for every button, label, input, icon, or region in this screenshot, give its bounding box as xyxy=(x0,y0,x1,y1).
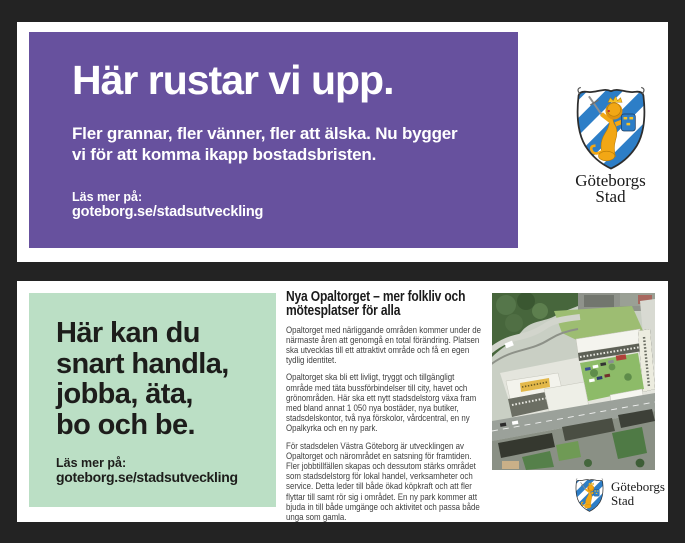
logo-wordmark-line: Stad xyxy=(611,492,635,508)
logo-wordmark-line: Göteborgs xyxy=(611,479,665,494)
bottom-banner-headline xyxy=(56,318,229,440)
headline-line: jobba, äta, xyxy=(56,378,193,410)
top-banner-card xyxy=(17,22,668,262)
aerial-rendering-image xyxy=(492,293,655,470)
logo-wordmark-line: Göteborgs xyxy=(575,171,646,190)
logo-wordmark-line: Stad xyxy=(595,186,626,206)
headline-line: bo och be. xyxy=(56,408,196,441)
bottom-banner-panel xyxy=(29,293,276,507)
top-banner-title: Här rustar vi upp. xyxy=(72,57,394,103)
bottom-read-more xyxy=(56,456,238,485)
read-more-label: Läs mer på: xyxy=(56,456,127,470)
article-paragraph: Opaltorget ska bli ett livligt, tryggt och tillgängligt område med täta bussförbindelser till city, havet och grönområden. Här ska ett nytt stadsdelstorg växa fram med bland annat 1 050 nya bostäder, nya butiker, stadsdelskontor, två nya förskolor, vårdcentral, en ny Opalkyrka och en ny park. xyxy=(286,372,477,435)
article-column xyxy=(286,291,482,530)
top-banner-subtitle xyxy=(72,124,457,165)
goteborg-coat-of-arms-icon xyxy=(573,86,649,170)
read-more-url: goteborg.se/stadsutveckling xyxy=(72,204,264,220)
bottom-banner-card xyxy=(17,281,668,522)
headline-line: snart handla, xyxy=(56,347,229,380)
subtitle-line: Fler grannar, fler vänner, fler att älska. Nu bygger xyxy=(72,124,458,143)
goteborgs-stad-logo-vertical xyxy=(553,86,668,204)
goteborg-coat-of-arms-icon xyxy=(574,478,605,512)
opaltorget-aerial-rendering xyxy=(492,293,655,470)
read-more-url: goteborg.se/stadsutveckling xyxy=(56,469,238,485)
top-read-more xyxy=(72,190,263,220)
logo-wordmark xyxy=(611,480,665,507)
read-more-label: Läs mer på: xyxy=(72,190,143,204)
headline-line: Här kan du xyxy=(56,317,200,349)
logo-wordmark xyxy=(553,173,668,204)
article-heading: Nya Opaltorget – mer folkliv och mötesplatser för alla xyxy=(286,289,466,319)
article-paragraph: För stadsdelen Västra Göteborg är utvecklingen av Opaltorget och närområdet en satsning för framtiden. Fler jobbtillfällen skapas och dessutom stärks området som stadsdelstorg för lokal handel, verksamheter och service. Detta leder till både ökad köpkraft och att fler flyttar till samt rör sig i området. En ny park kommer att bjuda in till både umgänge och aktivitet och passa både unga som gamla. xyxy=(286,440,480,524)
subtitle-line: vi för att komma ikapp bostadsbristen. xyxy=(72,144,377,164)
article-paragraph: Opaltorget med närliggande områden kommer under de närmaste åren att genomgå en total förändring. Platsen ska utvecklas till ett attraktivt område och få en egen tydlig identitet. xyxy=(286,324,482,367)
goteborgs-stad-logo-horizontal xyxy=(574,478,665,512)
top-banner-panel xyxy=(29,32,518,248)
